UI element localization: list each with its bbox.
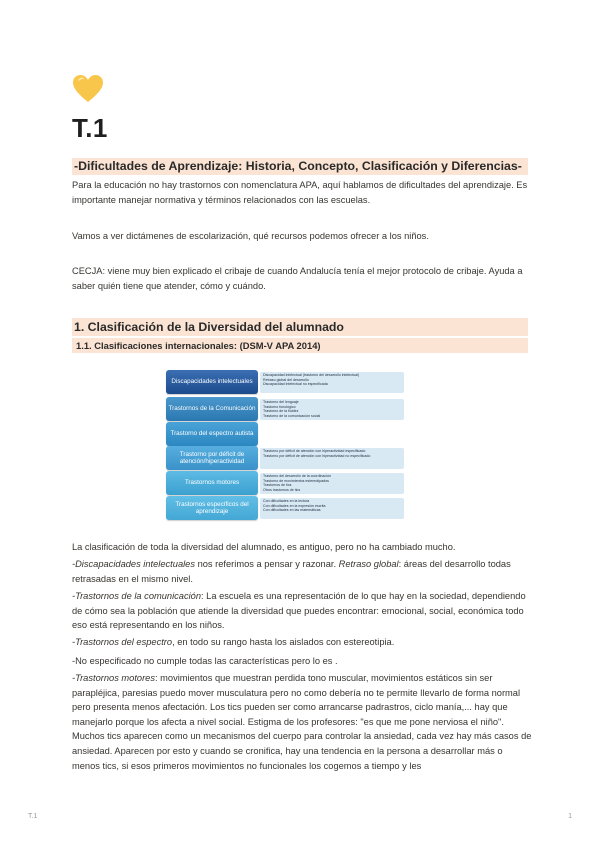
item-communication bbox=[72, 589, 532, 633]
term: -Trastornos motores bbox=[72, 673, 156, 683]
diagram-row bbox=[164, 496, 406, 520]
page-number: 1 bbox=[568, 813, 572, 820]
diagram-items bbox=[260, 448, 404, 469]
diagram-item: Trastorno fonológico bbox=[263, 404, 296, 409]
intro-paragraph-3: CECJA: viene muy bien explicado el cribaje de cuando Andalucía tenía el mejor protocolo de cribaje. Ayuda a saber quién tiene que atender, cómo y cuándo. bbox=[72, 266, 523, 291]
diagram-caption-paragraph: La clasificación de toda la diversidad del alumnado, es antiguo, pero no ha cambiado mucho. bbox=[72, 542, 456, 552]
diagram-row bbox=[164, 370, 406, 394]
footer-title: T.1 bbox=[28, 813, 38, 820]
diagram-category: Discapacidades intelectuales bbox=[166, 370, 258, 394]
diagram-items bbox=[260, 498, 404, 519]
diagram-items bbox=[260, 399, 404, 420]
section-heading: 1. Clasificación de la Diversidad del alumnado bbox=[72, 318, 528, 336]
diagram-row bbox=[164, 471, 406, 495]
diagram-item: Discapacidad intelectual no especificada bbox=[263, 382, 328, 387]
diagram-item: Trastornos de tics bbox=[263, 483, 292, 488]
diagram-items bbox=[260, 372, 404, 393]
intro-paragraph-2: Vamos a ver dictámenes de escolarización, qué recursos podemos ofrecer a los niños. bbox=[72, 231, 429, 241]
diagram-category: Trastornos motores bbox=[166, 471, 258, 495]
diagram-row bbox=[164, 422, 406, 446]
diagram-item: Discapacidad intelectual (trastorno del desarrollo intelectual) bbox=[263, 373, 360, 377]
diagram-item: Otros trastornos de tics bbox=[263, 487, 301, 492]
main-heading: -Dificultades de Aprendizaje: Historia, Concepto, Clasificación y Diferencias- bbox=[72, 158, 528, 175]
diagram-item: Con dificultades en la lectura bbox=[263, 499, 310, 503]
item-motor bbox=[72, 671, 532, 773]
diagram-items bbox=[260, 473, 404, 494]
term: -Trastornos del espectro bbox=[72, 637, 173, 647]
term: Retraso global bbox=[338, 559, 399, 569]
diagram-row bbox=[164, 397, 406, 421]
diagram-item: Trastorno por déficit de atención con hiperactividad no especificado bbox=[263, 453, 371, 458]
diagram-category: Trastorno del espectro autista bbox=[166, 422, 258, 446]
intro-paragraph-1: Para la educación no hay trastornos con nomenclatura APA, aquí hablamos de dificultades del aprendizaje. Es importante manejar normativa y términos relacionados con las escuelas. bbox=[72, 180, 528, 205]
term: -Trastornos de la comunicación bbox=[72, 591, 202, 601]
diagram-item: Trastorno por déficit de atención con hiperactividad especificado bbox=[263, 449, 366, 453]
diagram-category: Trastornos específicos del aprendizaje bbox=[166, 496, 258, 520]
text: : áreas del desarrollo todas retrasadas en el mismo nivel. bbox=[72, 559, 511, 584]
subsection-heading: 1.1. Clasificaciones internacionales: (DSM-V APA 2014) bbox=[72, 338, 528, 353]
diagram-item: Trastorno de la comunicación social bbox=[263, 413, 321, 418]
diagram-item: Retraso global del desarrollo bbox=[263, 377, 309, 382]
diagram-item: Con dificultades en la expresión escrita bbox=[263, 503, 326, 508]
page-title: T.1 bbox=[72, 113, 108, 143]
diagram-row bbox=[164, 446, 406, 470]
diagram-item: Trastorno de movimientos estereotipados bbox=[263, 478, 329, 483]
dsm-classification-diagram bbox=[164, 366, 406, 526]
term: -Discapacidades intelectuales bbox=[72, 559, 195, 569]
text: nos referimos a pensar y razonar. bbox=[195, 559, 339, 569]
yellow-heart-icon bbox=[72, 74, 104, 104]
diagram-category: Trastorno por déficit de atención/hiperactividad bbox=[166, 446, 258, 470]
text: , en todo su rango hasta los aislados con estereotipia. bbox=[172, 637, 395, 647]
text: : movimientos que muestran perdida tono muscular, movimientos estáticos sin ser parapléjica, paresias puedo mover musculatura pero no como debería no te permite llevarlo de forma normal pero presenta menos afectación. Los tics pueden ser como arrancarse padrastros, ciclo manía,... hay que manejarlo porque los afecta a nivel social. Estigma de los profesores: "es que me pone nerviosa el niño". Muchos tics aparecen como un mecanismos del cuerpo para controlar la ansiedad, cada vez hay más casos de ansiedad. Aparecen por esto y cuando se cronifica, hay una tendencia en la persona a desarrollar más o menos tics, si esos primeros movimientos no funcionales los cogemos a tiempo y les bbox=[72, 673, 532, 771]
text: : La escuela es una representación de lo que hay en la sociedad, dependiendo de cómo sea la población que atiende la diversidad que puedes encontrar: emocional, social, económica todo eso está representando en los niños. bbox=[72, 591, 526, 631]
diagram-item: Trastorno de la fluidez bbox=[263, 409, 299, 414]
item-intellectual bbox=[72, 557, 532, 586]
diagram-item: Trastorno del lenguaje bbox=[263, 400, 299, 404]
diagram-item: Trastorno del desarrollo de la coordinación bbox=[263, 474, 331, 478]
item-unspecified: -No especificado no cumple todas las características pero lo es . bbox=[72, 656, 338, 666]
item-spectrum bbox=[72, 635, 532, 650]
diagram-item: Con dificultades en las matemáticas bbox=[263, 508, 321, 513]
diagram-category: Trastornos de la Comunicación bbox=[166, 397, 258, 421]
